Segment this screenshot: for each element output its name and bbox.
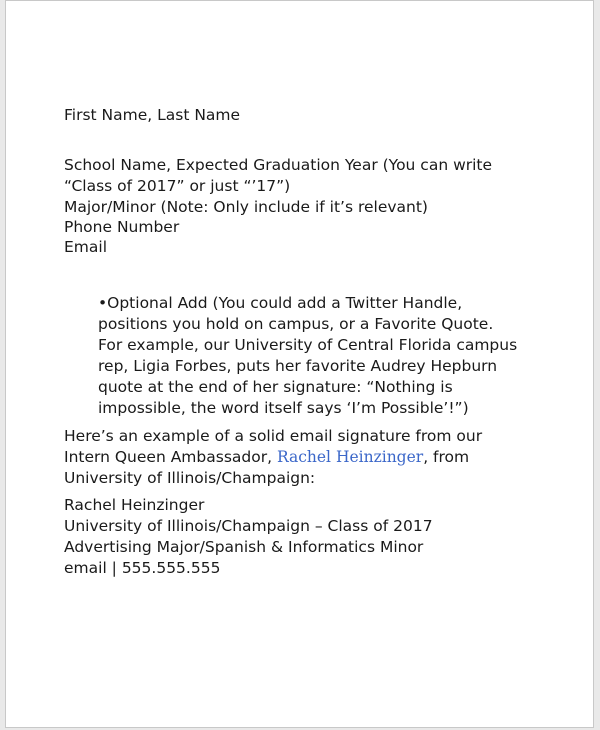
signature-major: Advertising Major/Spanish & Informatics Minor <box>64 538 424 556</box>
signature-school: University of Illinois/Champaign – Class of 2017 <box>64 517 433 535</box>
document-page <box>5 0 594 728</box>
signature-contact: email | 555.555.555 <box>64 559 221 577</box>
name-line: First Name, Last Name <box>64 106 241 124</box>
school-line-2: “Class of 2017” or just “’17”) <box>64 177 291 195</box>
optional-line-2: positions you hold on campus, or a Favorite Quote. <box>98 315 494 333</box>
phone-line: Phone Number <box>64 218 180 236</box>
example-intro-suffix: , from <box>423 448 470 466</box>
example-intro-line-1: Here’s an example of a solid email signature from our <box>64 427 483 445</box>
major-line: Major/Minor (Note: Only include if it’s relevant) <box>64 198 428 216</box>
example-intro-text: Intern Queen Ambassador, <box>64 448 277 466</box>
optional-line-1: •Optional Add (You could add a Twitter Handle, <box>98 294 463 312</box>
example-intro-line-3: University of Illinois/Champaign: <box>64 469 316 487</box>
optional-line-6: impossible, the word itself says ‘I’m Possible’!”) <box>98 399 469 417</box>
optional-line-3: For example, our University of Central Florida campus <box>98 336 518 354</box>
example-intro-line-2 <box>64 447 469 468</box>
optional-line-5: quote at the end of her signature: “Nothing is <box>98 378 453 396</box>
optional-line-4: rep, Ligia Forbes, puts her favorite Audrey Hepburn <box>98 357 498 375</box>
email-line: Email <box>64 238 108 256</box>
rachel-heinzinger-link[interactable]: Rachel Heinzinger <box>276 448 424 466</box>
signature-name: Rachel Heinzinger <box>64 496 205 514</box>
school-line-1: School Name, Expected Graduation Year (You can write <box>64 156 493 174</box>
